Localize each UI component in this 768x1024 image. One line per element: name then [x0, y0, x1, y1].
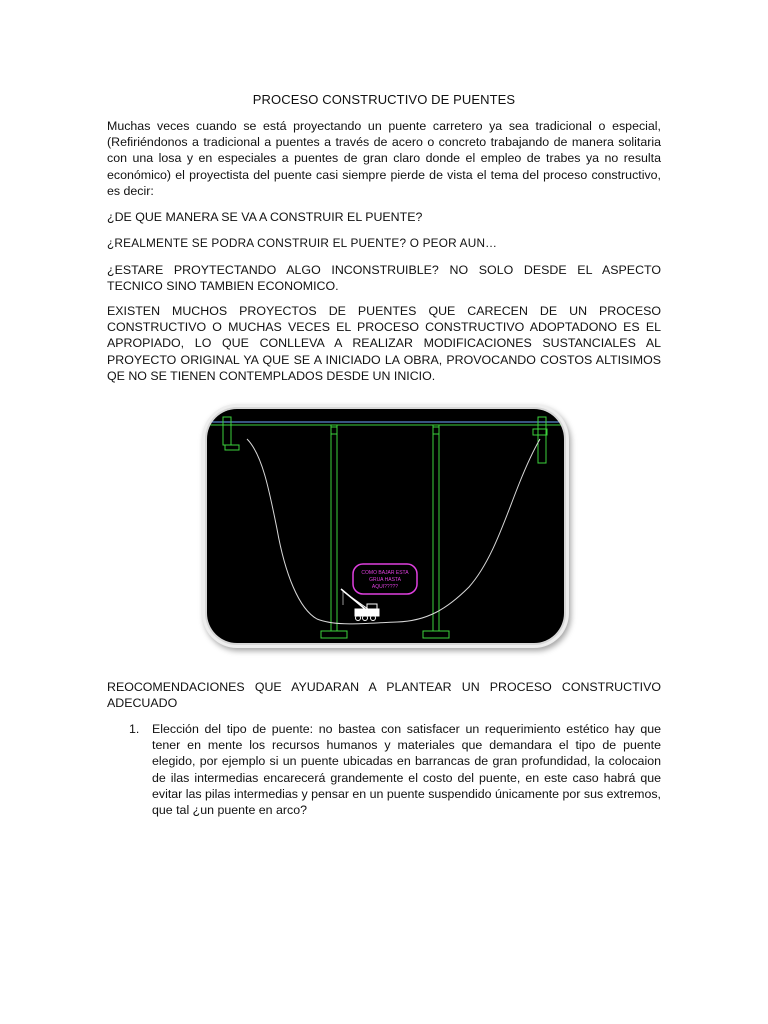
bridge-cad-drawing — [207, 409, 564, 643]
right-cap — [533, 429, 547, 435]
question-3: ¿ESTARE PROYTECTANDO ALGO INCONSTRUIBLE? NO SOLO DESDE EL ASPECTO TECNICO SINO TAMBIEN ECONOMICO. — [107, 263, 661, 294]
pier-1-cap — [331, 427, 337, 434]
document-title: PROCESO CONSTRUCTIVO DE PUENTES — [252, 92, 516, 107]
paragraph-2: EXISTEN MUCHOS PROYECTOS DE PUENTES QUE CARECEN DE UN PROCESO CONSTRUCTIVO O MUCHAS VECES EL PROCESO CONSTRUCTIVO ADOPTADONO ES EL APROPIADO, LO QUE CONLLEVA A REALIZAR MODIFICACIONES SUSTANCIALES AL PROYECTO ORIGINAL YA QUE SE A INICIADO LA OBRA, PROVOCANDO COSTOS ALTISIMOS QE NO SE TIENEN CONTEMPLADOS DESDE UN INICIO. — [107, 304, 661, 383]
pier-2-footing — [423, 631, 449, 638]
pier-2-cap — [433, 427, 439, 434]
question-2: ¿REALMENTE SE PODRA CONSTRUIR EL PUENTE? O PEOR AUN… — [107, 236, 498, 250]
question-1: ¿DE QUE MANERA SE VA A CONSTRUIR EL PUENTE? — [107, 210, 423, 224]
pier-1-footing — [321, 631, 347, 638]
list-item — [107, 721, 661, 818]
callout-line-1: COMO BAJAR ESTA — [361, 570, 409, 576]
recommendations-list — [107, 721, 661, 818]
bridge-cad-figure — [207, 409, 564, 643]
list-item-text: Elección del tipo de puente: no bastea con satisfacer un requerimiento estético hay que tener en mente los recursos humanos y materiales que demandara el tipo de puente elegido, por ejemplo si un puente ubicadas en barrancas de gran profundidad, la colocaion de ilas intermedias encarecerá grandemente el costo del puente, en este caso habrá que evitar las pilas intermedias y pensar en un puente suspendido únicamente por sus extremos, que tal ¿un puente en arco? — [152, 722, 661, 818]
callout-line-2: GRUA HASTA — [369, 577, 401, 583]
recommendations-heading: REOCOMENDACIONES QUE AYUDARAN A PLANTEAR UN PROCESO CONSTRUCTIVO ADECUADO — [107, 680, 661, 711]
left-footing — [225, 445, 239, 450]
list-item-number: 1. — [129, 722, 140, 736]
left-abutment — [223, 417, 231, 445]
canyon-terrain — [247, 439, 540, 624]
callout-line-3: AQUI????? — [371, 584, 399, 590]
intro-paragraph: Muchas veces cuando se está proyectando un puente carretero ya sea tradicional o especial, (Refiriéndonos a tradicional a puentes a través de acero o concreto trabajando de manera solitaria con una losa y en especiales a puentes de gran claro donde el empleo de trabes ya no resulta económico) el proyectista del puente casi siempre pierde de vista el tema del proceso constructivo, es decir: — [107, 119, 661, 198]
